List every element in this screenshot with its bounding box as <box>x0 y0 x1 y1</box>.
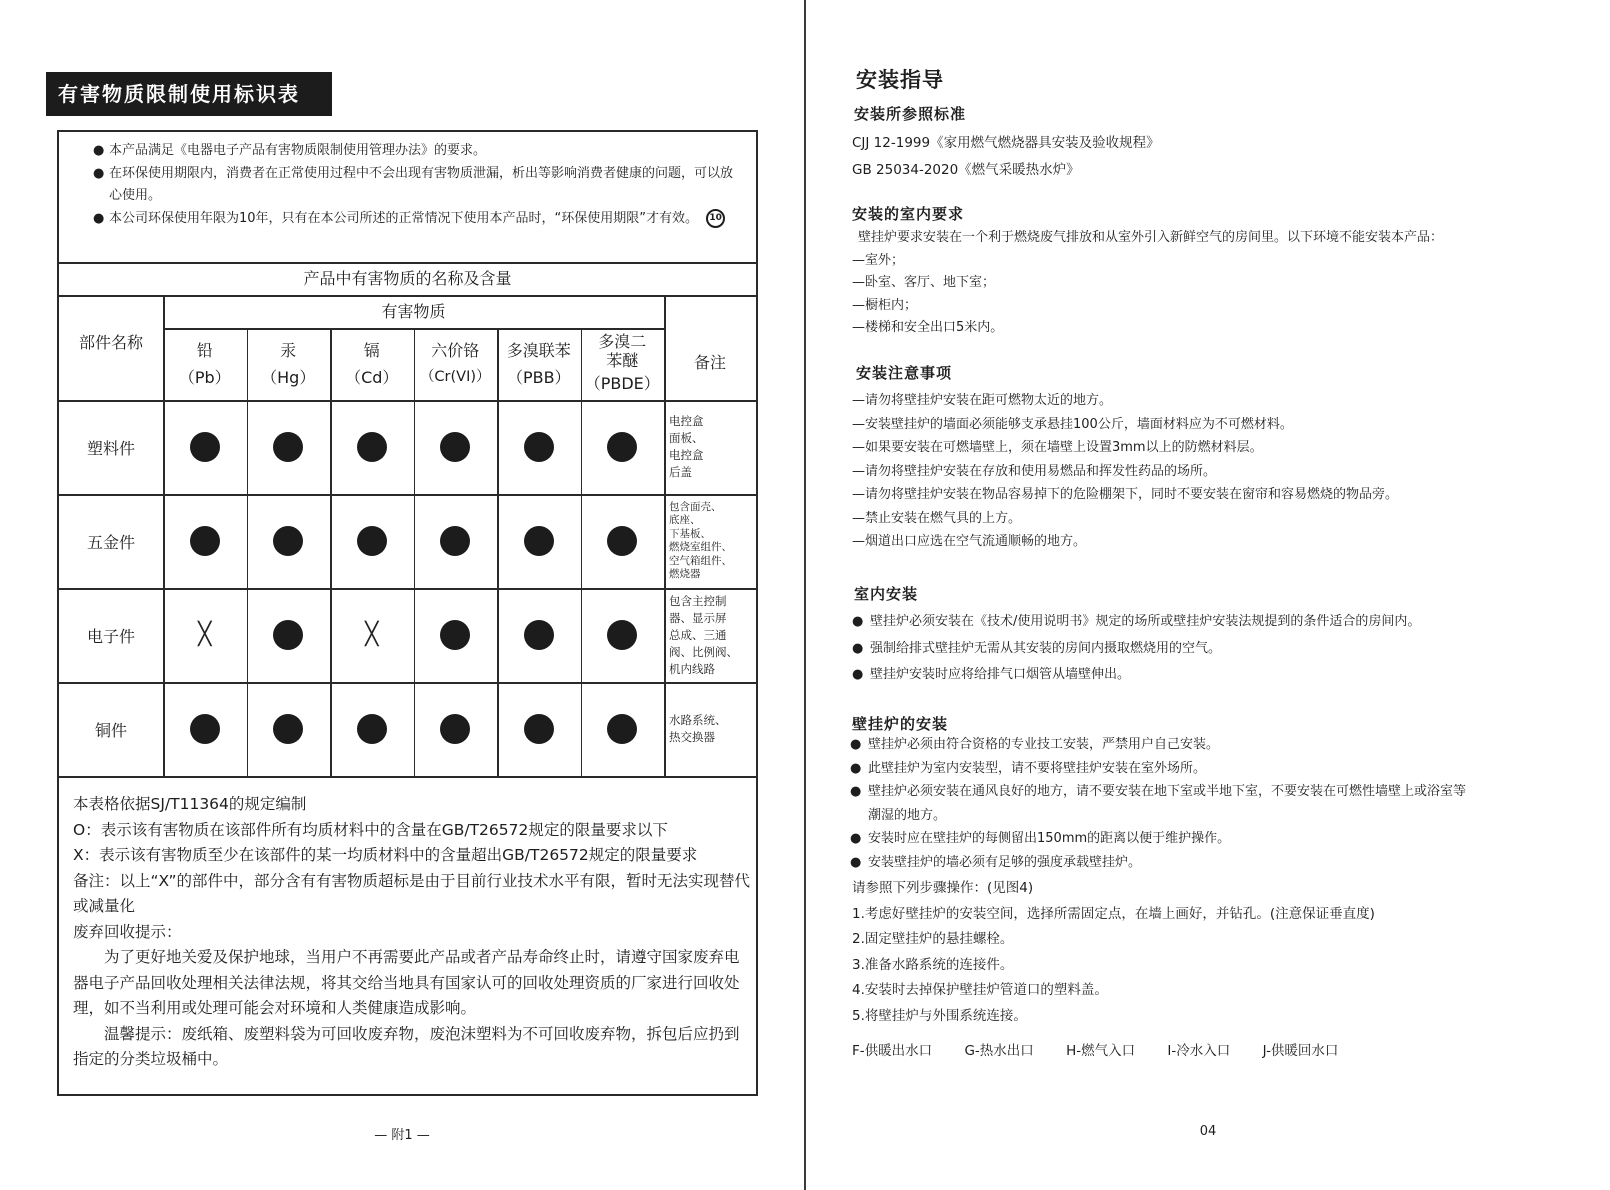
text-line: 潮湿的地方。 <box>868 807 947 823</box>
bullet-icon: ● <box>93 165 105 181</box>
compliant-dot-icon <box>440 526 470 556</box>
substance-symbol: （Cr(VI)） <box>419 369 491 385</box>
bullet-line <box>850 851 1466 875</box>
right-page <box>806 0 1610 1190</box>
code-label: G-热水出口 <box>964 1043 1034 1059</box>
text-line: 壁挂炉必须由符合资格的专业技工安装，严禁用户自己安装。 <box>868 737 1220 752</box>
remark-cell: 电控盒 面板、 电控盒 后盖 <box>669 414 704 479</box>
compliant-dot-icon <box>190 526 220 556</box>
mark-cell <box>414 400 498 494</box>
eco-period-icon: 10 <box>706 209 725 228</box>
exceeds-cross-icon: ╳ <box>198 622 212 647</box>
bullet-icon: ● <box>850 760 862 776</box>
remark-cell: 包含面壳、 底座、 下基板、 燃烧室组件、 空气箱组件、 燃烧器 <box>669 500 732 580</box>
text-line: 强制给排式壁挂炉无需从其安装的房间内摄取燃烧用的空气。 <box>870 640 1222 656</box>
boiler-install-list <box>850 733 1466 874</box>
note-line: 备注：以上“X”的部件中，部分含有有害物质超标是由于目前行业技术水平有限，暂时无法实现替代或减量化 <box>73 871 751 915</box>
mark-cell <box>414 588 498 682</box>
compliant-dot-icon <box>190 714 220 744</box>
compliant-dot-icon <box>607 432 637 462</box>
compliant-dot-icon <box>273 714 303 744</box>
step-line: 2.固定壁挂炉的悬挂螺栓。 <box>852 931 1014 947</box>
install-guide-title: 安装指导 <box>856 68 944 92</box>
mark-cell <box>497 400 581 494</box>
mark-cell <box>581 400 665 494</box>
mark-cell <box>330 400 414 494</box>
mark-cell <box>497 494 581 588</box>
text-line: —卧室、客厅、地下室； <box>852 275 996 290</box>
text-line: 安装时应在壁挂炉的每侧留出150mm的距离以便于维护操作。 <box>868 831 1231 846</box>
intro-text: 本产品满足《电器电子产品有害物质限制使用管理办法》的要求。 <box>109 143 487 158</box>
indoor-install-list <box>852 609 1420 689</box>
steps-list <box>852 876 1375 1029</box>
compliant-dot-icon <box>524 714 554 744</box>
substance-header <box>163 328 247 400</box>
note-line: X：表示该有害物质至少在该部件的某一均质材料中的含量超出GB/T26572规定的限量要求 <box>73 846 698 864</box>
substance-header <box>330 328 414 400</box>
substance-symbol: （PBB） <box>506 368 571 387</box>
warm-tip: 温馨提示：废纸箱、废塑料袋为可回收废弃物，废泡沫塑料为不可回收废弃物，拆包后应扔到指定的分类垃圾桶中。 <box>73 1024 740 1068</box>
remark-cell: 水路系统、 热交换器 <box>669 713 727 744</box>
substance-name: 镉 <box>363 341 380 360</box>
substance-header <box>247 328 331 400</box>
bullet-line <box>852 609 1420 636</box>
section-heading: 室内安装 <box>854 585 919 603</box>
part-name: 电子件 <box>86 626 135 646</box>
bullet-icon: ● <box>850 737 862 752</box>
mark-cell <box>247 588 331 682</box>
substance-group-header: 有害物质 <box>381 302 446 321</box>
bullet-icon: ● <box>850 831 862 846</box>
bullet-line <box>850 733 1466 757</box>
compliant-dot-icon <box>273 526 303 556</box>
mark-cell <box>163 588 247 682</box>
substance-name: 汞 <box>280 341 297 360</box>
compliant-dot-icon <box>357 714 387 744</box>
remark-cell: 包含主控制 器、显示屏 总成、三通 阀、比例阀、 机内线路 <box>669 593 738 676</box>
text-line: 壁挂炉必须安装在《技术/使用说明书》规定的场所或壁挂炉安装法规提到的条件适合的房间内。 <box>870 614 1421 629</box>
compliant-dot-icon <box>524 526 554 556</box>
section-heading: 安装的室内要求 <box>852 205 965 223</box>
code-label: H-燃气入口 <box>1066 1043 1136 1059</box>
text-line: —室外； <box>852 252 905 268</box>
part-name-header: 部件名称 <box>78 333 143 352</box>
compliant-dot-icon <box>357 526 387 556</box>
part-name: 塑料件 <box>86 438 135 458</box>
page-title: 有害物质限制使用标识表 <box>46 72 332 116</box>
indoor-req-list <box>852 227 1443 340</box>
bullet-line <box>850 757 1466 781</box>
mark-cell <box>497 588 581 682</box>
mark-cell <box>581 494 665 588</box>
bullet-icon: ● <box>852 640 864 656</box>
substance-header <box>581 328 665 400</box>
bullet-line <box>850 827 1466 851</box>
note-line: 本表格依据SJ/T11364的规定编制 <box>73 795 307 813</box>
substance-name: 铅 <box>196 341 213 360</box>
substance-name: 多溴二苯醚 <box>598 331 647 370</box>
compliant-dot-icon <box>273 432 303 462</box>
bullet-line <box>850 780 1466 804</box>
compliant-dot-icon <box>607 620 637 650</box>
text-line: —楼梯和安全出口5米内。 <box>852 320 1004 335</box>
text-line: —请勿将壁挂炉安装在存放和使用易燃品和挥发性药品的场所。 <box>852 463 1217 479</box>
note-line: 废弃回收提示： <box>73 922 182 941</box>
intro-item <box>93 140 733 163</box>
bullet-icon: ● <box>93 210 105 226</box>
text-line: —禁止安装在燃气具的上方。 <box>852 510 1022 526</box>
text-line: —烟道出口应选在空气流通顺畅的地方。 <box>852 534 1087 549</box>
mark-cell <box>581 588 665 682</box>
step-line: 5.将壁挂炉与外围系统连接。 <box>852 1007 1027 1024</box>
mark-cell <box>247 682 331 776</box>
code-label: F-供暖出水口 <box>852 1043 933 1059</box>
text-line: —安装壁挂炉的墙面必须能够支承悬挂100公斤，墙面材料应为不可燃材料。 <box>852 416 1293 432</box>
bullet-icon: ● <box>93 143 105 158</box>
bullet-icon: ● <box>852 614 864 629</box>
text-line: —请勿将壁挂炉安装在物品容易掉下的危险棚架下，同时不要安装在窗帘和容易燃烧的物品旁。 <box>852 487 1399 502</box>
text-line: 安装壁挂炉的墙必须有足够的强度承载壁挂炉。 <box>868 854 1142 870</box>
notices-list <box>852 389 1398 554</box>
text-line: 壁挂炉要求安装在一个利于燃烧废气排放和从室外引入新鲜空气的房间里。以下环境不能安装本产品： <box>858 230 1444 245</box>
compliant-dot-icon <box>524 432 554 462</box>
mark-cell <box>330 494 414 588</box>
mark-cell <box>497 682 581 776</box>
bullet-line <box>852 636 1420 663</box>
compliant-dot-icon <box>524 620 554 650</box>
bullet-icon: ● <box>850 854 862 870</box>
substance-header <box>497 328 581 400</box>
compliant-dot-icon <box>607 714 637 744</box>
mark-cell <box>247 494 331 588</box>
text-line: —请勿将壁挂炉安装在距可燃物太近的地方。 <box>852 393 1113 408</box>
table-notes <box>73 792 753 1073</box>
standards-list <box>852 130 1160 184</box>
intro-text: 在环保使用期限内，消费者在正常使用过程中不会出现有害物质泄漏，析出等影响消费者健康的问题，可以放心使用。 <box>109 165 734 203</box>
recycle-text: 为了更好地关爱及保护地球，当用户不再需要此产品或者产品寿命终止时，请遵守国家废弃电器电子产品回收处理相关法律法规，将其交给当地具有国家认可的回收处理资质的厂家进行回收处理，如不当利用或处理可能会对环境和人类健康造成影响。 <box>73 948 740 1017</box>
substance-symbol: （Hg） <box>261 368 316 387</box>
substance-name: 多溴联苯 <box>506 341 571 360</box>
intro-text: 本公司环保使用年限为10年，只有在本公司所述的正常情况下使用本产品时，“环保使用期限”才有效。 <box>109 210 699 226</box>
bullet-icon: ● <box>850 784 862 799</box>
standard-line: CJJ 12-1999《家用燃气燃烧器具安装及验收规程》 <box>852 135 1160 151</box>
bullet-continuation <box>850 804 1466 828</box>
mark-cell <box>330 588 414 682</box>
compliant-dot-icon <box>357 432 387 462</box>
step-line: 1.考虑好壁挂炉的安装空间，选择所需固定点，在墙上画好，并钻孔。(注意保证垂直度) <box>852 905 1375 922</box>
hazard-frame <box>57 130 758 1096</box>
mark-cell <box>414 494 498 588</box>
left-page <box>0 0 804 1190</box>
mark-cell <box>163 494 247 588</box>
step-line: 3.准备水路系统的连接件。 <box>852 956 1014 973</box>
part-name: 铜件 <box>94 720 127 740</box>
compliant-dot-icon <box>440 432 470 462</box>
bullet-icon: ● <box>852 667 864 682</box>
exceeds-cross-icon: ╳ <box>365 622 379 647</box>
code-label: I-冷水入口 <box>1167 1043 1231 1059</box>
page-number-left: — 附1 — <box>374 1128 430 1143</box>
text-line: 壁挂炉必须安装在通风良好的地方，请不要安装在地下室或半地下室，不要安装在可燃性墙壁上或浴室等 <box>868 784 1467 799</box>
table-rule <box>59 776 756 778</box>
step-line: 4.安装时去掉保护壁挂炉管道口的塑料盖。 <box>852 982 1108 998</box>
substance-symbol: （Pb） <box>178 368 231 387</box>
mark-cell <box>163 400 247 494</box>
text-line: 此壁挂炉为室内安装型，请不要将壁挂炉安装在室外场所。 <box>868 760 1207 776</box>
substance-symbol: （Cd） <box>345 368 399 387</box>
note-line: O：表示该有害物质在该部件所有均质材料中的含量在GB/T26572规定的限量要求以下 <box>73 820 668 839</box>
section-heading: 壁挂炉的安装 <box>852 715 949 733</box>
text-line: 壁挂炉安装时应将给排气口烟管从墙壁伸出。 <box>870 667 1131 682</box>
compliant-dot-icon <box>607 526 637 556</box>
mark-cell <box>163 682 247 776</box>
connection-codes <box>852 1039 1366 1059</box>
intro-item <box>93 208 733 231</box>
mark-cell <box>414 682 498 776</box>
intro-list <box>93 140 733 230</box>
intro-item <box>93 163 733 208</box>
section-heading: 安装注意事项 <box>856 364 953 382</box>
substance-name: 六价铬 <box>431 341 480 360</box>
substance-header <box>414 328 498 400</box>
steps-intro: 请参照下列步骤操作：(见图4) <box>852 880 1034 896</box>
table-title: 产品中有害物质的名称及含量 <box>303 269 512 288</box>
section-heading: 安装所参照标准 <box>854 105 967 123</box>
compliant-dot-icon <box>440 620 470 650</box>
text-line: —橱柜内； <box>852 297 918 313</box>
substance-symbol: （PBDE） <box>584 373 660 393</box>
bullet-line <box>852 662 1420 689</box>
compliant-dot-icon <box>190 432 220 462</box>
remark-header: 备注 <box>693 353 726 372</box>
mark-cell <box>330 682 414 776</box>
part-name: 五金件 <box>86 532 135 552</box>
standard-line: GB 25034-2020《燃气采暖热水炉》 <box>852 162 1080 178</box>
page-number-right: 04 <box>1199 1124 1217 1139</box>
compliant-dot-icon <box>273 620 303 650</box>
text-line: —如果要安装在可燃墙壁上，须在墙壁上设置3mm以上的防燃材料层。 <box>852 440 1263 455</box>
mark-cell <box>247 400 331 494</box>
compliant-dot-icon <box>440 714 470 744</box>
mark-cell <box>581 682 665 776</box>
code-label: J-供暖回水口 <box>1262 1043 1339 1059</box>
